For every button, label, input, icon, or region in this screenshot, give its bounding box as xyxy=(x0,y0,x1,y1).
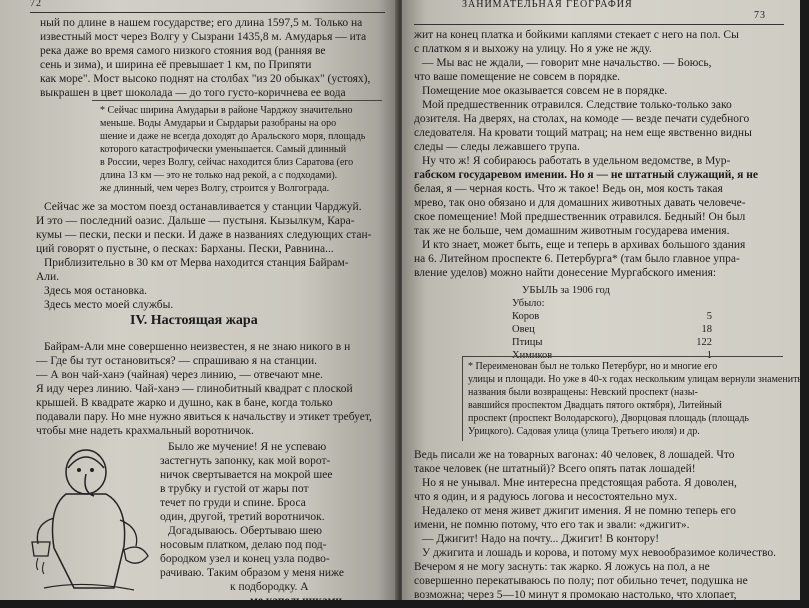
table-title: УБЫЛЬ за 1906 год xyxy=(522,285,610,296)
text-line: Недалеко от меня живет джигит имения. Я не помню теперь его xyxy=(422,505,736,517)
text-line: один, другой, третий воротничок. xyxy=(160,511,325,523)
text-line: Здесь моя остановка. xyxy=(44,285,148,297)
text-line: такое человек (не штатный)? Всего опять патак лошадей! xyxy=(414,463,696,475)
text-line: застегнуть запонку, как мой ворот- xyxy=(160,455,331,467)
text-line: следователя. На кровати тощий матрац; на нем еще явственно видны xyxy=(414,127,752,139)
footnote-line: * Переименован был не только Петербург, но и многие его xyxy=(468,361,718,372)
text-line: крышей. В квадрате жарко и душно, как в бане, когда только xyxy=(36,397,333,409)
text-line: к подбородку. А xyxy=(230,581,309,593)
footnote-line: * Сейчас ширина Амударьи в районе Чарджоу значительно xyxy=(100,105,353,116)
footnote-line: же длинный, чем через Волгу, строится у Волгограда. xyxy=(100,183,330,194)
row-label: Птицы xyxy=(512,337,543,348)
table-row xyxy=(512,310,712,323)
text-line: Ведь писали же на товарных вагонах: 40 человек, 8 лошадей. Что xyxy=(414,449,735,461)
footnote-line: улицы и площади. Но уже в 40-х годах нескольким улицам вернули знаменитые xyxy=(468,374,809,385)
footnote-line: меньше. Воды Амударьи и Сырдарьи разобраны на оро xyxy=(100,118,337,129)
text-line: что ваше помещение не совсем в порядке. xyxy=(414,71,621,83)
text-line: на 6. Литейном проспекте 6. Петербурга* (там было главное упра- xyxy=(414,253,740,265)
loss-report-table xyxy=(512,284,712,362)
text-line: подавали пару. Но мне нужно явиться к начальству и этикет требует, xyxy=(36,411,372,423)
right-header-rule xyxy=(414,24,784,25)
footnote-line: Урицкого). Садовая улица (улица Третьего июля) и др. xyxy=(468,426,700,437)
text-line: выкрашен в цвет шоколада — до того густо-коричнева ее вода xyxy=(40,87,346,99)
row-value: 122 xyxy=(696,337,712,348)
text-line: ское помещение! Мой предшественник отравился. Бедный! Он был xyxy=(414,211,746,223)
text-line: сень и зима), и ширина её превышает 1 км, по Припяти xyxy=(40,59,312,71)
text-line: жит на конец платка и бойкими каплями стекает с него на пол. Сы xyxy=(414,29,739,41)
text-line: совершенно перекатываюсь по полу; пот обильно течет, подушка не xyxy=(414,575,748,587)
footnote-line: вавшийся проспектом Двадцать пятого октября), Литейный xyxy=(468,400,722,411)
text-line: — Где бы тут остановиться? — спрашиваю я на станции. xyxy=(36,355,318,367)
row-label: Химиков xyxy=(512,350,553,361)
text-line: ный по длине в нашем государстве; его длина 1597,5 м. Только на xyxy=(40,17,363,29)
text-line: Было же мучение! Я не успеваю xyxy=(168,441,327,453)
section-title: IV. Настоящая жара xyxy=(130,313,258,328)
running-head: ЗАНИМАТЕЛЬНАЯ ГЕОГРАФИЯ xyxy=(462,0,633,10)
text-line: Помещение мое оказывается совсем не в порядке. xyxy=(422,85,668,97)
text-line: Али. xyxy=(36,271,60,283)
text-line: ничок свертывается на мокрой шее xyxy=(160,469,333,481)
text-line: И это — последний оазис. Дальше — пустыня. Кызылкум, Кара- xyxy=(36,215,355,227)
text-line: рачиваю. Таким образом у меня ниже xyxy=(160,567,344,579)
text-line: чтобы мне надеть крахмальный воротничок. xyxy=(36,425,254,437)
text-line: ме капельниками xyxy=(250,595,343,607)
left-page-number: 72 xyxy=(30,0,42,9)
text-line: — А вон чай-ханэ (чайная) через линию, — отвечают мне. xyxy=(36,369,324,381)
footnote-line: которого катастрофически уменьшается. Самый длинный xyxy=(100,144,347,155)
text-line: так же не больше, чем домашним животным государева имения. xyxy=(414,225,730,237)
text-line: с платком я и выхожу на улицу. Но я уже не жду. xyxy=(414,43,652,55)
row-value: 1 xyxy=(706,350,712,361)
text-line: бородком узел и конец узла подво- xyxy=(160,553,330,565)
footnote-line: в России, через Волгу, сейчас находится близ Саратова (его xyxy=(100,157,354,168)
text-line: кумы — пески, пески и пески. И даже в названиях следующих стан- xyxy=(36,229,372,241)
text-line: Ну что ж! Я собираюсь работать в удельном ведомстве, в Мур- xyxy=(422,155,731,167)
text-line: И кто знает, может быть, еще и теперь в архивах большого здания xyxy=(422,239,746,251)
text-line: следы — следы лежавшего трупа. xyxy=(414,141,580,153)
text-line: Байрам-Али мне совершенно неизвестен, я не знаю никого в н xyxy=(44,341,351,353)
text-line: течет по груди и спине. Броса xyxy=(160,497,306,509)
text-line: в трубку и густой от жары пот xyxy=(160,483,309,495)
text-line: Но я не унывал. Мне интересна предстоящая работа. Я доволен, xyxy=(422,477,737,489)
table-row xyxy=(512,323,712,336)
text-line: — Мы вас не ждали, — говорит мне начальство. — Боюсь, xyxy=(422,57,712,69)
text-line: Здесь место моей службы. xyxy=(44,299,174,311)
left-header-rule xyxy=(30,12,385,13)
text-line: известный мост через Волгу у Сызрани 1435,8 м. Амударья — ита xyxy=(40,31,367,43)
text-line: мрево, так оно обязано и для домашних животных давать человече- xyxy=(414,197,746,209)
right-page-number: 73 xyxy=(754,10,766,21)
text-line: имени, не помню потому, что его так и звали: «джигит». xyxy=(414,519,690,531)
text-line: вление уделов) можно найти донесение Мургабского имения: xyxy=(414,267,717,279)
text-line: река даже во время самого низкого стояния вод (ранняя ве xyxy=(40,45,326,57)
left-page xyxy=(0,0,398,607)
table-heading: Убыло: xyxy=(512,298,545,309)
text-line: белая, я — черная кость. Что ж такое! Ведь он, моя кость такая xyxy=(414,183,723,195)
footnote-line: шение и даже не всегда доходят до Аральского моря, площадь xyxy=(100,131,366,142)
text-line: носовым платком, делаю под под- xyxy=(160,539,327,551)
row-value: 5 xyxy=(706,311,712,322)
text-line: Вечером я не могу заснуть: так жарко. Я ложусь на пол, а не xyxy=(414,561,710,573)
text-line: Приблизительно в 30 км от Мерва находится станция Байрам- xyxy=(44,257,349,269)
text-line: Догадываюсь. Обертываю шею xyxy=(168,525,322,537)
text-line: возможна; через 5—10 минут я промокаю настолько, что хлопает, xyxy=(414,589,737,601)
text-line: ций говорят о пустыне, о песках: Барханы. Пески, Равнина... xyxy=(36,243,334,255)
text-line: как море". Мост высоко поднят на столбах "из 20 обыках" (устоях), xyxy=(40,73,371,85)
row-label: Овец xyxy=(512,324,535,335)
table-row xyxy=(512,336,712,349)
text-line: Мой предшественник отравился. Следствие только-только зако xyxy=(422,99,732,111)
footnote-line: названия были возвращены: Невский проспект (назы- xyxy=(468,387,698,398)
man-drinking-tea-illustration xyxy=(24,438,154,600)
text-line: Я иду через линию. Чай-ханэ — глинобитный квадрат с плоской xyxy=(36,383,353,395)
row-label: Коров xyxy=(512,311,540,322)
text-line: дозителя. На дверях, на столах, на комоде — везде печати судебного xyxy=(414,113,750,125)
row-value: 18 xyxy=(701,324,712,335)
right-page xyxy=(402,0,809,601)
text-line: — Джигит! Надо на почту... Джигит! В контору! xyxy=(422,533,660,545)
footnote-line: длина 13 км — это не только над рекой, а с подходами). xyxy=(100,170,338,181)
text-line: что я один, и я радуюсь логова и несостоятельно мух. xyxy=(414,491,678,503)
footnote-line: проспект (проспект Володарского), Дворцовая площадь (площадь xyxy=(468,413,749,424)
text-line: У джигита и лошадь и корова, и потому мух невообразимое количество. xyxy=(422,547,777,559)
text-line: габском государевом имении. Но я — не штатный служащий, я не xyxy=(414,169,758,181)
text-line: Сейчас же за мостом поезд останавливается у станции Чарджуй. xyxy=(44,201,362,213)
